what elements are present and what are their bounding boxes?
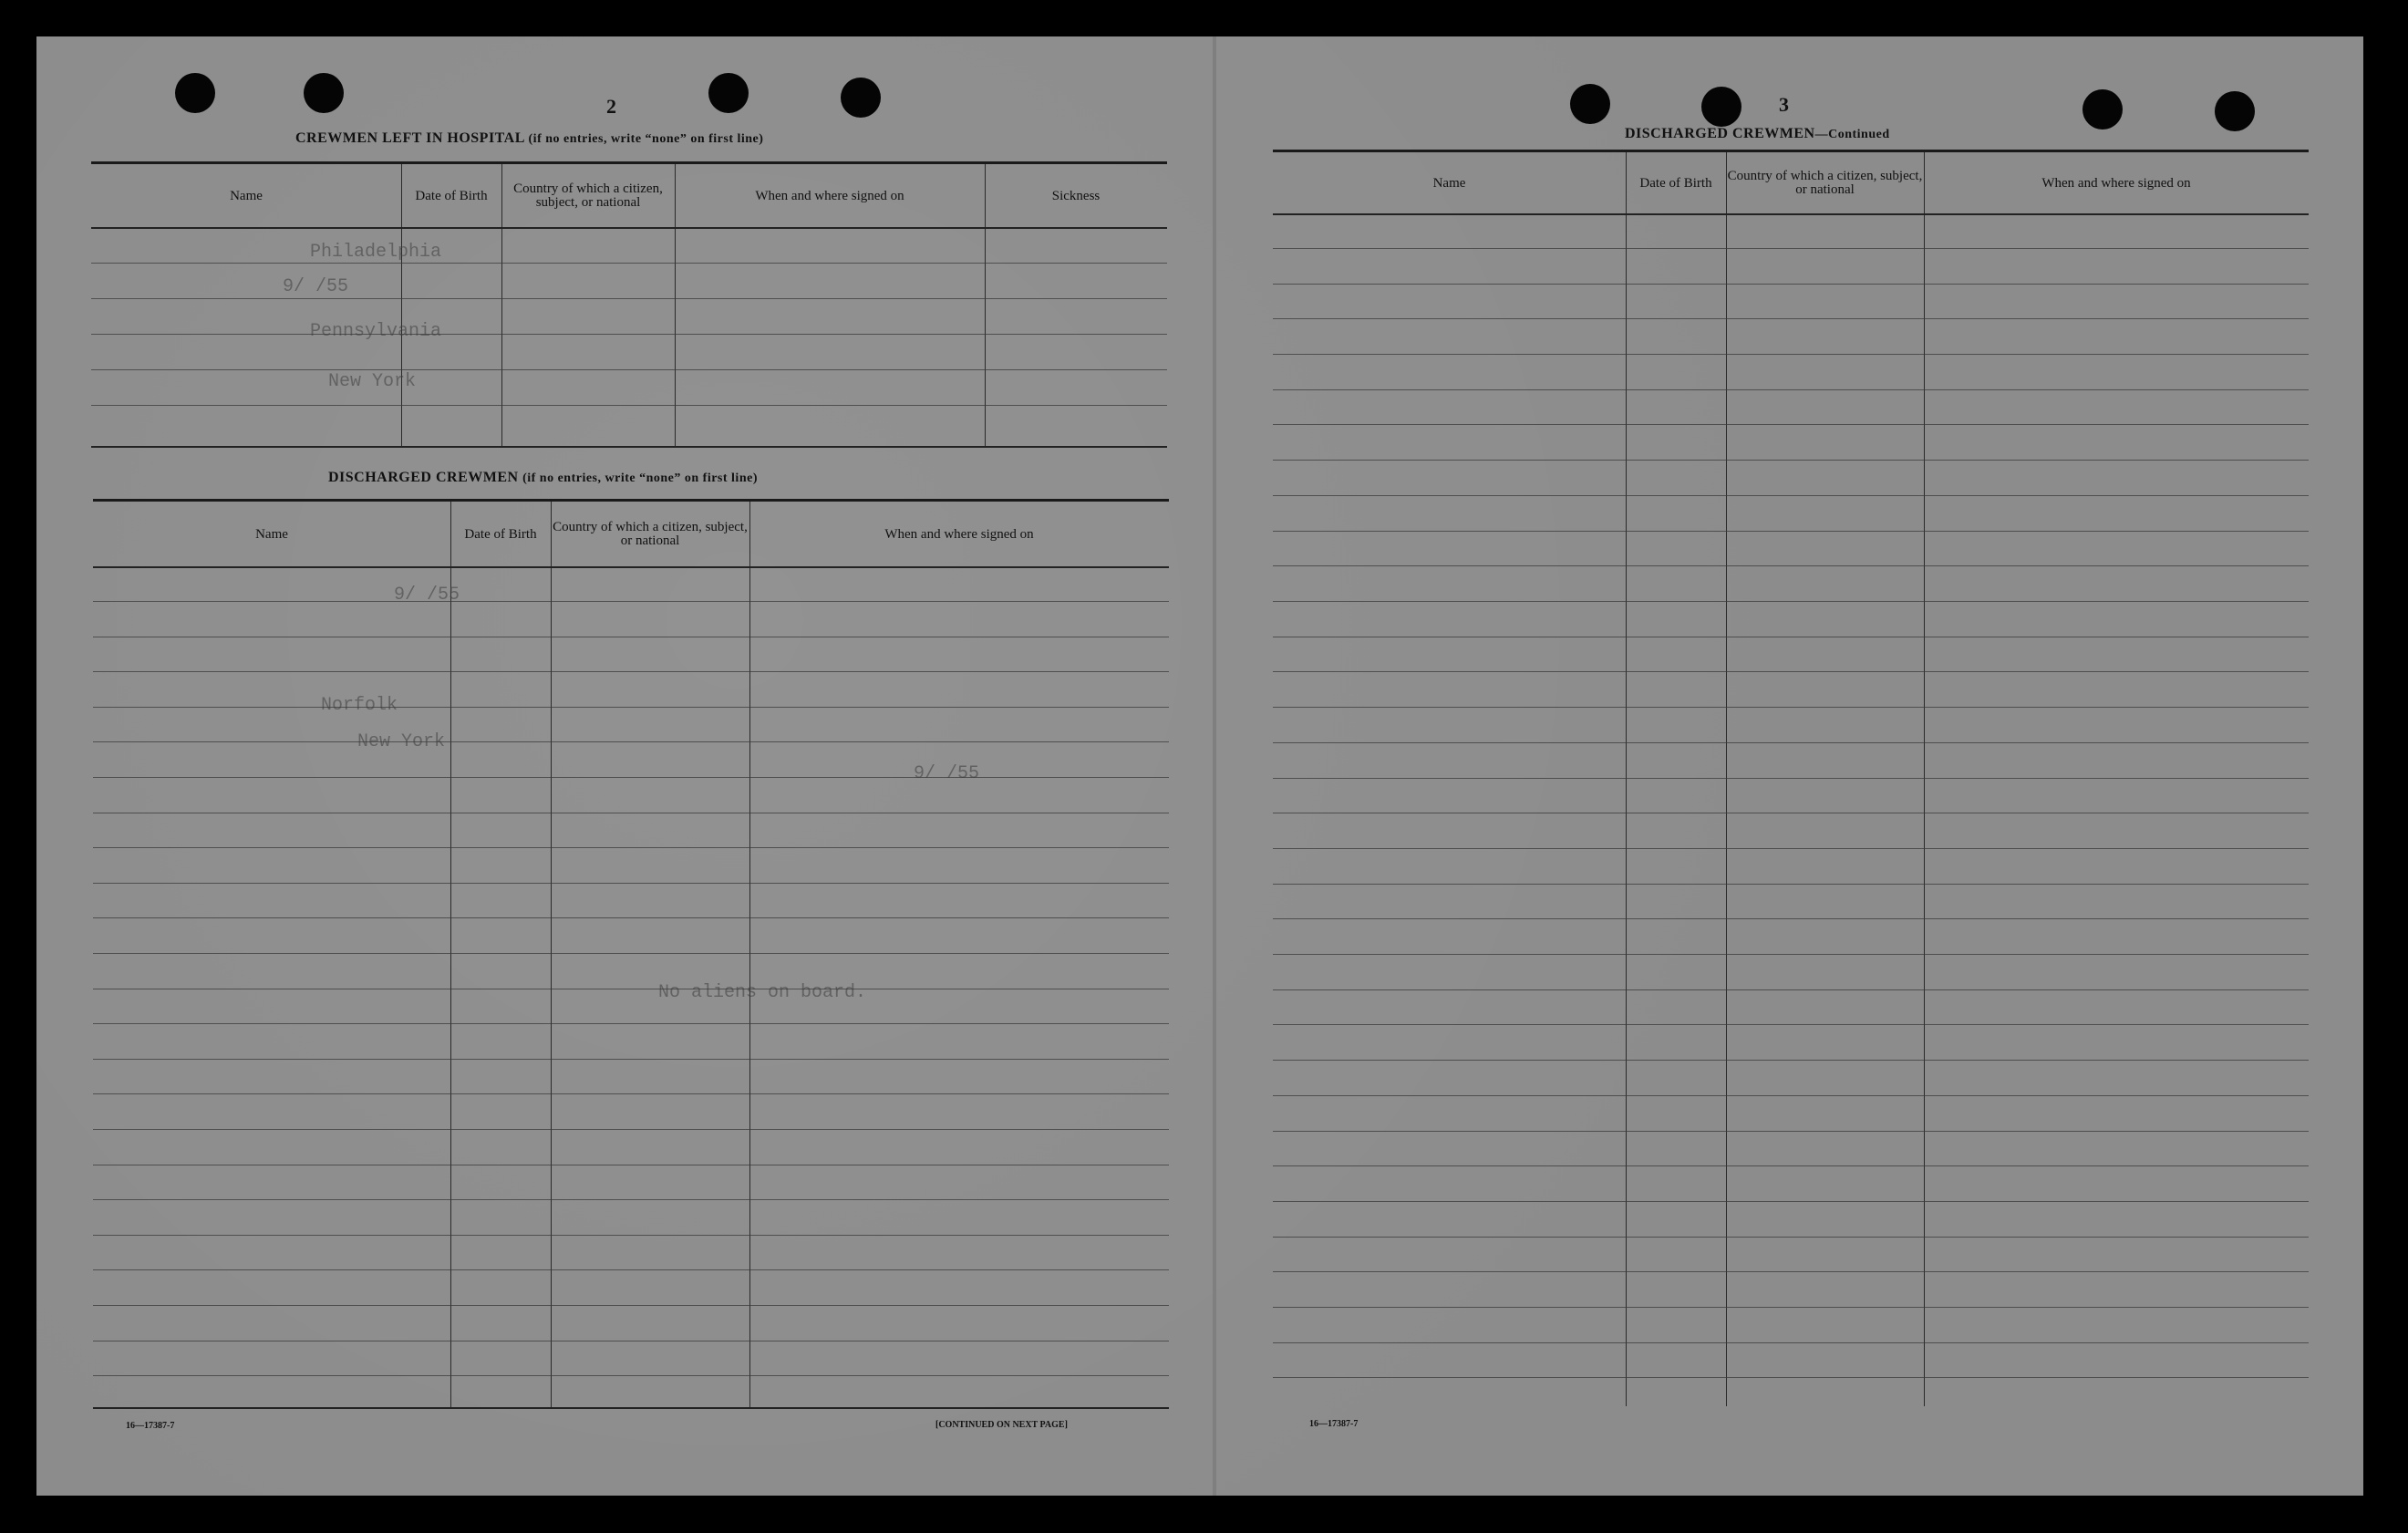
row-rule: [1273, 778, 2309, 779]
bleedthrough-text: Norfolk: [321, 695, 398, 716]
row-rule: [1273, 248, 2309, 249]
punch-hole: [2082, 89, 2123, 129]
row-rule: [1273, 1024, 2309, 1025]
hospital-section-title: [295, 130, 763, 147]
row-rule: [91, 298, 1167, 299]
row-rule: [93, 847, 1169, 848]
column-header-signed-on: When and where signed on: [884, 526, 1034, 542]
row-rule: [93, 917, 1169, 918]
row-rule: [91, 334, 1167, 335]
column-header-birth: Date of Birth: [464, 526, 537, 542]
column-header-name: Name: [255, 526, 288, 542]
row-rule: [1273, 601, 2309, 602]
row-rule: [1273, 1165, 2309, 1166]
column-header-birth: Date of Birth: [415, 188, 488, 203]
row-rule: [1273, 424, 2309, 425]
hospital-table: [91, 161, 1167, 451]
bleedthrough-text: New York: [357, 731, 446, 752]
punch-hole: [1701, 87, 1741, 127]
column-header-country: Country of which a citizen, subject, or national: [513, 181, 663, 210]
row-rule: [1273, 1060, 2309, 1061]
column-header-signed-on: When and where signed on: [2041, 175, 2191, 191]
row-rule: [1273, 954, 2309, 955]
row-rule: [91, 405, 1167, 406]
discharged-section-title: [328, 470, 758, 486]
bleedthrough-text: 9/ /55: [914, 763, 980, 784]
table-top-border: [93, 499, 1169, 502]
discharged-continued-title: [1625, 126, 1890, 142]
bleedthrough-text: Pennsylvania: [310, 321, 442, 342]
hospital-instruction: (if no entries, write “none” on first line): [528, 132, 764, 146]
punch-hole: [1570, 84, 1610, 124]
row-rule: [93, 671, 1169, 672]
row-rule: [91, 369, 1167, 370]
continued-suffix: —Continued: [1814, 128, 1890, 141]
row-rule: [93, 1093, 1169, 1094]
row-rule: [91, 263, 1167, 264]
table-bottom-border: [93, 1407, 1169, 1409]
column-header-sickness: Sickness: [1051, 188, 1101, 203]
row-rule: [1273, 1237, 2309, 1238]
table-top-border: [91, 161, 1167, 164]
row-rule: [1273, 1201, 2309, 1202]
bleedthrough-text: New York: [328, 371, 417, 392]
punch-hole: [175, 73, 215, 113]
row-rule: [93, 1129, 1169, 1130]
punch-hole: [2215, 91, 2255, 131]
bleedthrough-text: No aliens on board.: [658, 982, 867, 1003]
form-number-left: 16—17387-7: [126, 1421, 175, 1431]
column-divider: [1626, 152, 1627, 1406]
row-rule: [1273, 1307, 2309, 1308]
column-header-country: Country of which a citizen, subject, or national: [553, 520, 748, 548]
column-header-name: Name: [1432, 175, 1466, 191]
row-rule: [1273, 495, 2309, 496]
discharged-instruction: (if no entries, write “none” on first line): [522, 471, 758, 485]
header-divider: [93, 566, 1169, 568]
row-rule: [1273, 531, 2309, 532]
row-rule: [93, 1199, 1169, 1200]
form-number-right: 16—17387-7: [1309, 1419, 1359, 1429]
row-rule: [1273, 848, 2309, 849]
row-rule: [1273, 884, 2309, 885]
row-rule: [1273, 671, 2309, 672]
header-divider: [91, 227, 1167, 229]
row-rule: [1273, 1095, 2309, 1096]
row-rule: [1273, 318, 2309, 319]
row-rule: [93, 953, 1169, 954]
row-rule: [93, 601, 1169, 602]
row-rule: [93, 707, 1169, 708]
discharged-table-left: [93, 499, 1169, 1445]
row-rule: [93, 777, 1169, 778]
continued-note: [CONTINUED ON NEXT PAGE]: [935, 1420, 1068, 1430]
row-rule: [93, 741, 1169, 742]
bleedthrough-text: Philadelphia: [310, 242, 442, 263]
row-rule: [1273, 1377, 2309, 1378]
column-divider: [1726, 152, 1727, 1406]
row-rule: [1273, 565, 2309, 566]
table-top-border: [1273, 150, 2309, 152]
column-header-birth: Date of Birth: [1639, 175, 1712, 191]
hospital-title: CREWMEN LEFT IN HOSPITAL: [295, 130, 525, 146]
bleedthrough-text: 9/ /55: [394, 585, 460, 606]
row-rule: [1273, 1271, 2309, 1272]
column-header-country: Country of which a citizen, subject, or national: [1727, 169, 1923, 197]
row-rule: [93, 1305, 1169, 1306]
column-header-name: Name: [230, 188, 263, 203]
row-rule: [1273, 389, 2309, 390]
header-divider: [1273, 213, 2309, 215]
discharged-table-right: [1273, 150, 2309, 1445]
row-rule: [93, 1235, 1169, 1236]
row-rule: [1273, 742, 2309, 743]
column-header-signed-on: When and where signed on: [755, 188, 904, 203]
row-rule: [1273, 354, 2309, 355]
row-rule: [1273, 707, 2309, 708]
bleedthrough-text: 9/ /55: [283, 276, 349, 297]
punch-hole: [708, 73, 749, 113]
row-rule: [93, 1375, 1169, 1376]
row-rule: [1273, 989, 2309, 990]
row-rule: [93, 1059, 1169, 1060]
row-rule: [93, 1023, 1169, 1024]
row-rule: [93, 883, 1169, 884]
table-bottom-border: [91, 446, 1167, 448]
row-rule: [1273, 1342, 2309, 1343]
row-rule: [1273, 284, 2309, 285]
discharged-title: DISCHARGED CREWMEN: [328, 470, 519, 485]
document-sheet: [36, 36, 2363, 1496]
discharged-continued-label: DISCHARGED CREWMEN: [1625, 126, 1815, 141]
page-fold: [1213, 36, 1216, 1496]
row-rule: [1273, 918, 2309, 919]
row-rule: [93, 1269, 1169, 1270]
punch-hole: [841, 78, 881, 118]
row-rule: [1273, 460, 2309, 461]
page-number-left: 2: [606, 95, 616, 118]
punch-hole: [304, 73, 344, 113]
page-number-right: 3: [1779, 93, 1789, 116]
column-divider: [1924, 152, 1925, 1406]
row-rule: [1273, 1131, 2309, 1132]
